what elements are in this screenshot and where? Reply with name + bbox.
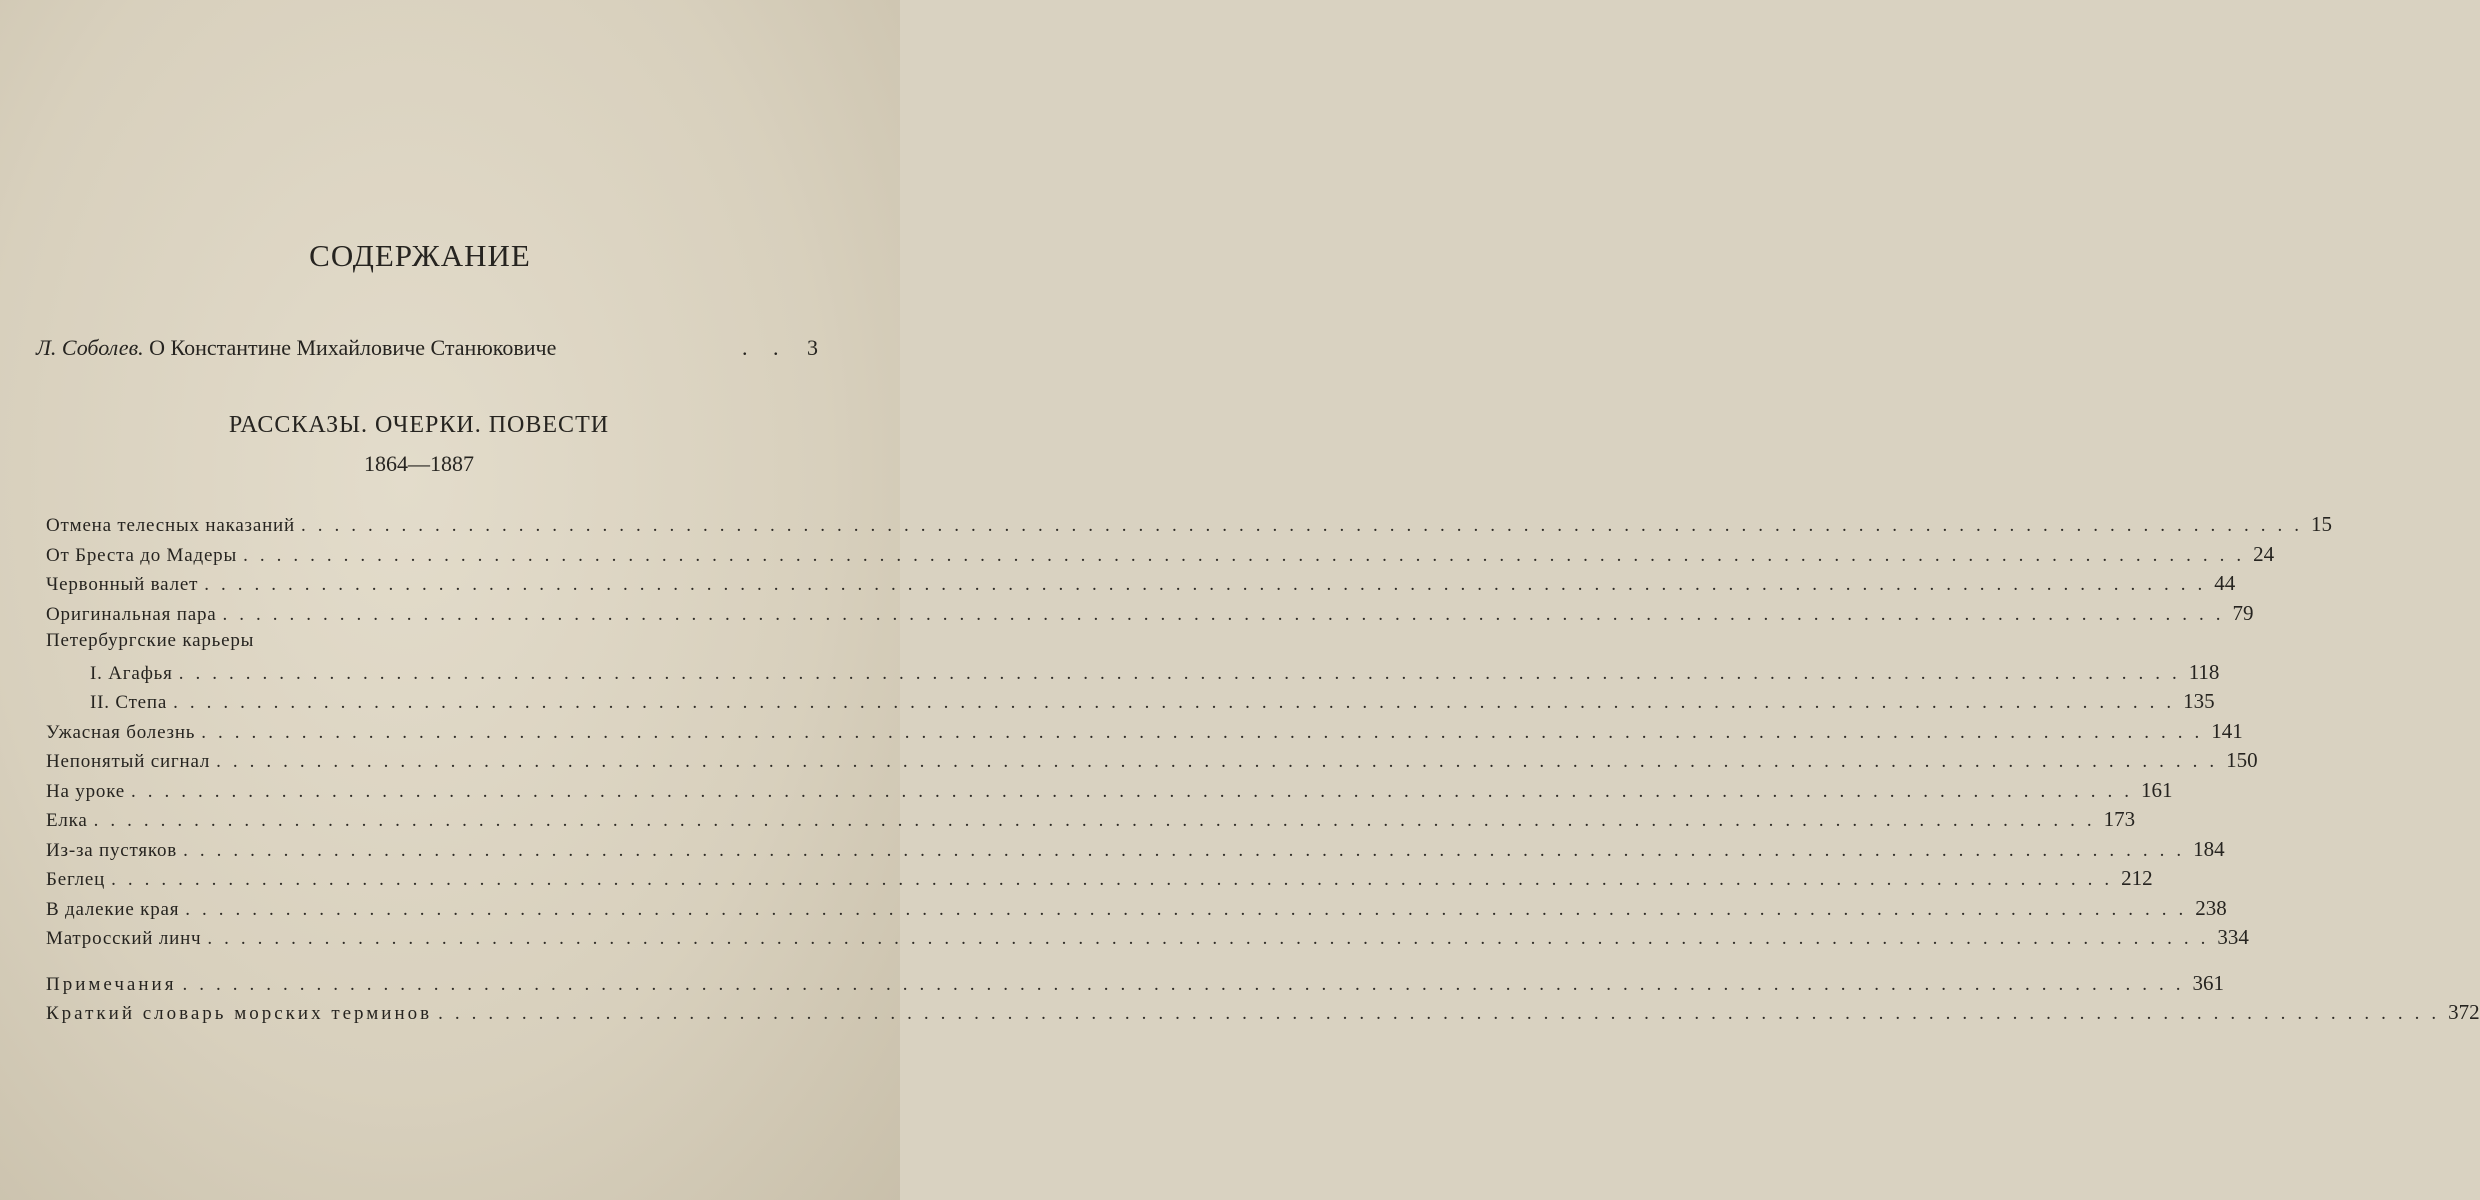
toc-group-heading <box>46 630 816 660</box>
toc-entry-page: 161 <box>2141 777 2173 802</box>
toc-entry-title: II. Степа <box>90 692 168 713</box>
toc-leader: ........................................................................................................................ <box>216 751 2227 772</box>
toc-entry <box>46 600 2254 631</box>
toc-entry-page: 44 <box>2214 571 2236 595</box>
toc-entry <box>46 541 2275 572</box>
toc-entry-page: 24 <box>2253 541 2275 566</box>
toc-leader: ........................................................................................................................ <box>178 662 2189 684</box>
toc-leader: ........................................................................................................................ <box>111 869 2122 890</box>
toc-leader: ........................................................................................................................ <box>243 544 2254 566</box>
toc-leader: ........................................................................................................................ <box>207 928 2218 949</box>
toc-entry-title: Петербургские карьеры <box>46 630 255 651</box>
toc-leader: ........................................................................................................................ <box>93 810 2104 831</box>
toc-leader: ........................................................................................................................ <box>182 973 2193 995</box>
intro-title: О Константине Михайловиче Станюковиче <box>149 335 557 360</box>
toc-entry <box>46 807 2136 837</box>
toc-entry-title: Из-за пустяков <box>46 839 178 861</box>
toc-leader: ........................................................................................................................ <box>204 574 2215 595</box>
toc-entry <box>46 748 2258 778</box>
toc-appendix-entry <box>46 970 2224 1001</box>
toc-entry <box>46 836 2225 867</box>
toc-entry <box>46 718 2243 749</box>
toc-entry-title: Ужасная болезнь <box>46 721 196 743</box>
toc-leader: ........................................................................................................................ <box>438 1003 2449 1024</box>
toc-entry-page: 150 <box>2226 748 2258 772</box>
toc-entry-title: Отмена телесных наказаний <box>46 515 295 536</box>
toc-entry-page: 15 <box>2311 512 2332 536</box>
toc-entry-title: Червонный валет <box>46 574 199 595</box>
toc-entry <box>46 689 2215 719</box>
toc-entry <box>46 777 2173 808</box>
toc-entry-title: Елка <box>46 810 88 831</box>
toc-entry-title: Беглец <box>46 869 106 890</box>
toc-spacer <box>46 955 816 971</box>
toc-entry-title: Примечания <box>46 973 177 995</box>
toc-entry-page: 372 <box>2448 1000 2480 1024</box>
toc-entry-page: 238 <box>2195 895 2227 920</box>
toc-leader: ........................................................................................................................ <box>131 780 2141 802</box>
toc-entry-title: Матросский линч <box>46 928 202 949</box>
intro-page-number: 3 <box>807 335 818 360</box>
toc-entry-title: Оригинальная пара <box>46 603 217 625</box>
toc-entry-page: 212 <box>2121 866 2153 890</box>
toc-leader: ........................................................................................................................ <box>301 515 2311 536</box>
toc-entry-title: Непонятый сигнал <box>46 751 211 772</box>
intro-entry <box>36 335 826 369</box>
toc-appendix-entry <box>46 1000 2480 1030</box>
toc-entry-page: 141 <box>2211 718 2243 743</box>
toc-leader: ........................................................................................................................ <box>183 839 2194 861</box>
toc-entry-title: I. Агафья <box>90 662 173 684</box>
intro-dots: . . <box>742 335 789 360</box>
toc-entry-page: 79 <box>2232 600 2254 625</box>
toc-leader: ........................................................................................................................ <box>222 603 2233 625</box>
toc-entry-title: На уроке <box>46 780 125 802</box>
toc-entry-page: 135 <box>2183 689 2215 713</box>
page-title: СОДЕРЖАНИЕ <box>309 238 531 273</box>
toc-entry <box>46 925 2249 955</box>
toc-entry-title: Краткий словарь морских терминов <box>46 1003 433 1024</box>
intro-author: Л. Соболев. <box>36 335 144 360</box>
toc-entry <box>46 659 2220 690</box>
toc-entry-title: От Бреста до Мадеры <box>46 544 238 566</box>
toc-entry <box>46 866 2153 896</box>
toc-entry-page: 173 <box>2103 807 2136 831</box>
toc-leader: ........................................................................................................................ <box>185 898 2196 920</box>
toc-leader: ........................................................................................................................ <box>173 692 2184 713</box>
toc-entry <box>46 512 2332 542</box>
section-title: РАССКАЗЫ. ОЧЕРКИ. ПОВЕСТИ <box>228 412 610 438</box>
toc-entry-page: 118 <box>2188 659 2220 684</box>
toc-entry-page: 334 <box>2217 925 2249 949</box>
table-of-contents <box>46 512 2480 1030</box>
toc-leader: ........................................................................................................................ <box>201 721 2212 743</box>
toc-entry-title: В далекие края <box>46 898 180 920</box>
section-years: 1864—1887 <box>364 451 474 476</box>
toc-entry-page: 361 <box>2192 970 2224 995</box>
toc-entry <box>46 895 2227 926</box>
toc-entry-page: 184 <box>2193 836 2225 861</box>
toc-entry <box>46 571 2236 601</box>
